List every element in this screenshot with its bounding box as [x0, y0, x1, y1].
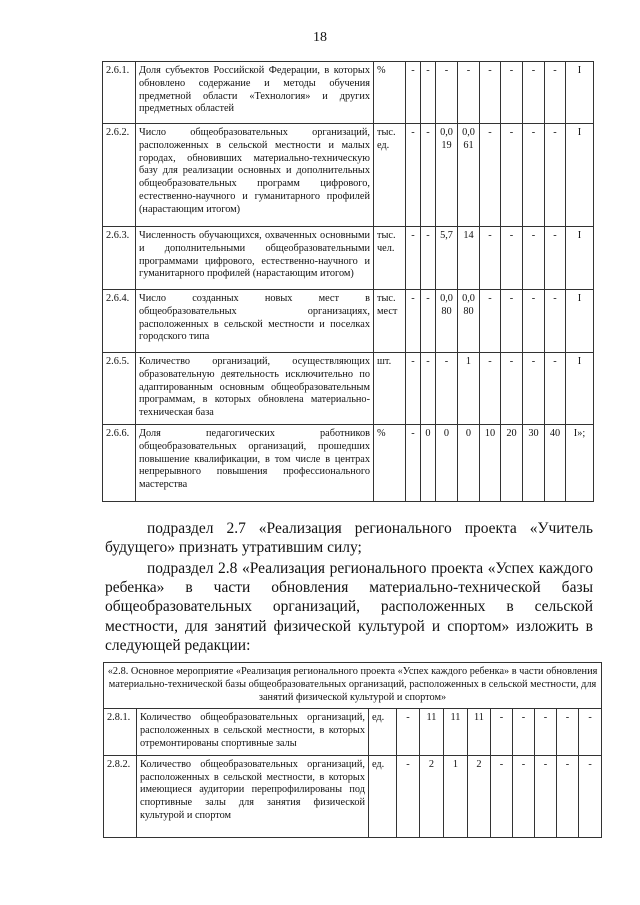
unit-cell: шт.	[374, 353, 406, 425]
row-number: 2.6.4.	[103, 290, 136, 353]
value-cell: -	[406, 425, 421, 502]
table-row	[103, 425, 594, 502]
value-cell: -	[513, 755, 535, 837]
value-cell: I	[566, 290, 594, 353]
value-cell: -	[545, 353, 566, 425]
unit-cell: %	[374, 425, 406, 502]
value-cell: -	[406, 227, 421, 290]
value-cell: I	[566, 353, 594, 425]
value-cell: 11	[420, 709, 444, 755]
row-number: 2.6.3.	[103, 227, 136, 290]
value-cell: I	[566, 124, 594, 227]
value-cell: 0,0 80	[436, 290, 458, 353]
value-cell: -	[480, 62, 501, 124]
value-cell: I	[566, 62, 594, 124]
paragraph-subsection-2-7: подраздел 2.7 «Реализация регионального проекта «Учитель будущего» признать утратившим силу;	[105, 520, 593, 557]
unit-cell: тыс. чел.	[374, 227, 406, 290]
value-cell: 11	[468, 709, 491, 755]
value-cell: -	[480, 227, 501, 290]
value-cell: 2	[420, 755, 444, 837]
unit-cell: %	[374, 62, 406, 124]
value-cell: -	[480, 290, 501, 353]
table-row	[104, 755, 602, 837]
value-cell: -	[421, 227, 436, 290]
indicators-table-2-8	[103, 662, 602, 838]
value-cell: -	[501, 124, 523, 227]
unit-cell: тыс. ед.	[374, 124, 406, 227]
value-cell: -	[501, 290, 523, 353]
value-cell: -	[545, 290, 566, 353]
value-cell: 20	[501, 425, 523, 502]
value-cell: -	[480, 124, 501, 227]
table-row	[103, 290, 594, 353]
value-cell: 1	[458, 353, 480, 425]
value-cell: -	[421, 290, 436, 353]
value-cell: -	[557, 755, 579, 837]
value-cell: 30	[523, 425, 545, 502]
row-number: 2.8.1.	[104, 709, 137, 755]
value-cell: -	[557, 709, 579, 755]
table-row	[103, 62, 594, 124]
row-number: 2.6.5.	[103, 353, 136, 425]
value-cell: -	[523, 62, 545, 124]
indicator-name: Число созданных новых мест в общеобразовательных организациях, расположенных в сельской местности и поселках городского типа	[136, 290, 374, 353]
row-number: 2.6.6.	[103, 425, 136, 502]
value-cell: 10	[480, 425, 501, 502]
value-cell: -	[406, 353, 421, 425]
value-cell: -	[406, 62, 421, 124]
row-number: 2.6.1.	[103, 62, 136, 124]
value-cell: -	[579, 709, 602, 755]
unit-cell: ед.	[369, 755, 397, 837]
row-number: 2.8.2.	[104, 755, 137, 837]
value-cell: I	[566, 227, 594, 290]
value-cell: -	[545, 227, 566, 290]
value-cell: 40	[545, 425, 566, 502]
value-cell: -	[535, 755, 557, 837]
indicator-name: Доля субъектов Российской Федерации, в которых обновлено содержание и методы обучения предметной области «Технология» и других предметных областей	[136, 62, 374, 124]
value-cell: 0	[421, 425, 436, 502]
table-row	[104, 709, 602, 755]
section-2-8-header: «2.8. Основное мероприятие «Реализация регионального проекта «Успех каждого ребенка» в части обновления материально-технической базы общеобразовательных организаций, расположенных в сельской местности, для занятий физической культурой и спортом»	[104, 663, 602, 709]
value-cell: 0	[458, 425, 480, 502]
value-cell: -	[535, 709, 557, 755]
value-cell: -	[421, 353, 436, 425]
value-cell: 0,0 80	[458, 290, 480, 353]
unit-cell: ед.	[369, 709, 397, 755]
value-cell: -	[397, 709, 420, 755]
value-cell: 0,0 19	[436, 124, 458, 227]
value-cell: -	[545, 62, 566, 124]
value-cell: -	[406, 290, 421, 353]
indicator-name: Число общеобразовательных организаций, расположенных в сельской местности и малых городах, обновивших материально-техническую базу для реализации основных и дополнительных общеобразовательных программ цифрового, естественно-научного и гуманитарного профилей (нарастающим итогом)	[136, 124, 374, 227]
value-cell: -	[513, 709, 535, 755]
value-cell: -	[501, 227, 523, 290]
value-cell: -	[501, 353, 523, 425]
value-cell: -	[421, 62, 436, 124]
value-cell: -	[397, 755, 420, 837]
value-cell: -	[545, 124, 566, 227]
value-cell: -	[523, 227, 545, 290]
page-number: 18	[313, 30, 327, 45]
indicator-name: Количество общеобразовательных организаций, расположенных в сельской местности, в которых имеющиеся аудитории перепрофилированы под спортивные залы для занятия физической культурой и спортом	[137, 755, 369, 837]
table-header-row	[104, 663, 602, 709]
indicators-table-2-6	[102, 61, 594, 502]
unit-cell: тыс. мест	[374, 290, 406, 353]
row-number: 2.6.2.	[103, 124, 136, 227]
value-cell: 14	[458, 227, 480, 290]
table-row	[103, 227, 594, 290]
value-cell: -	[491, 709, 513, 755]
value-cell: -	[491, 755, 513, 837]
value-cell: -	[436, 62, 458, 124]
value-cell: -	[523, 124, 545, 227]
table-row	[103, 124, 594, 227]
indicator-name: Количество общеобразовательных организаций, расположенных в сельской местности, в которых отремонтированы спортивные залы	[137, 709, 369, 755]
value-cell: I»;	[566, 425, 594, 502]
value-cell: -	[421, 124, 436, 227]
value-cell: 5,7	[436, 227, 458, 290]
indicator-name: Численность обучающихся, охваченных основными и дополнительными общеобразовательными программами цифрового, естественно-научного и гуманитарного профилей (нарастающим итогом)	[136, 227, 374, 290]
value-cell: -	[579, 755, 602, 837]
value-cell: 11	[444, 709, 468, 755]
value-cell: -	[501, 62, 523, 124]
value-cell: 0,0 61	[458, 124, 480, 227]
indicator-name: Доля педагогических работников общеобразовательных организаций, прошедших повышение квалификации, в том числе в центрах непрерывного повышения профессионального мастерства	[136, 425, 374, 502]
value-cell: 2	[468, 755, 491, 837]
value-cell: -	[523, 353, 545, 425]
value-cell: -	[480, 353, 501, 425]
value-cell: -	[406, 124, 421, 227]
value-cell: 1	[444, 755, 468, 837]
indicator-name: Количество организаций, осуществляющих образовательную деятельность исключительно по адаптированным основным общеобразовательным программам, в которых обновлена материально-техническая база	[136, 353, 374, 425]
paragraph-subsection-2-8: подраздел 2.8 «Реализация регионального проекта «Успех каждого ребенка» в части обновления материально-технической базы общеобразовательных организаций, расположенных в сельской местности, для занятий физической культурой и спортом» изложить в следующей редакции:	[105, 560, 593, 654]
table-row	[103, 353, 594, 425]
value-cell: -	[436, 353, 458, 425]
value-cell: 0	[436, 425, 458, 502]
value-cell: -	[523, 290, 545, 353]
value-cell: -	[458, 62, 480, 124]
